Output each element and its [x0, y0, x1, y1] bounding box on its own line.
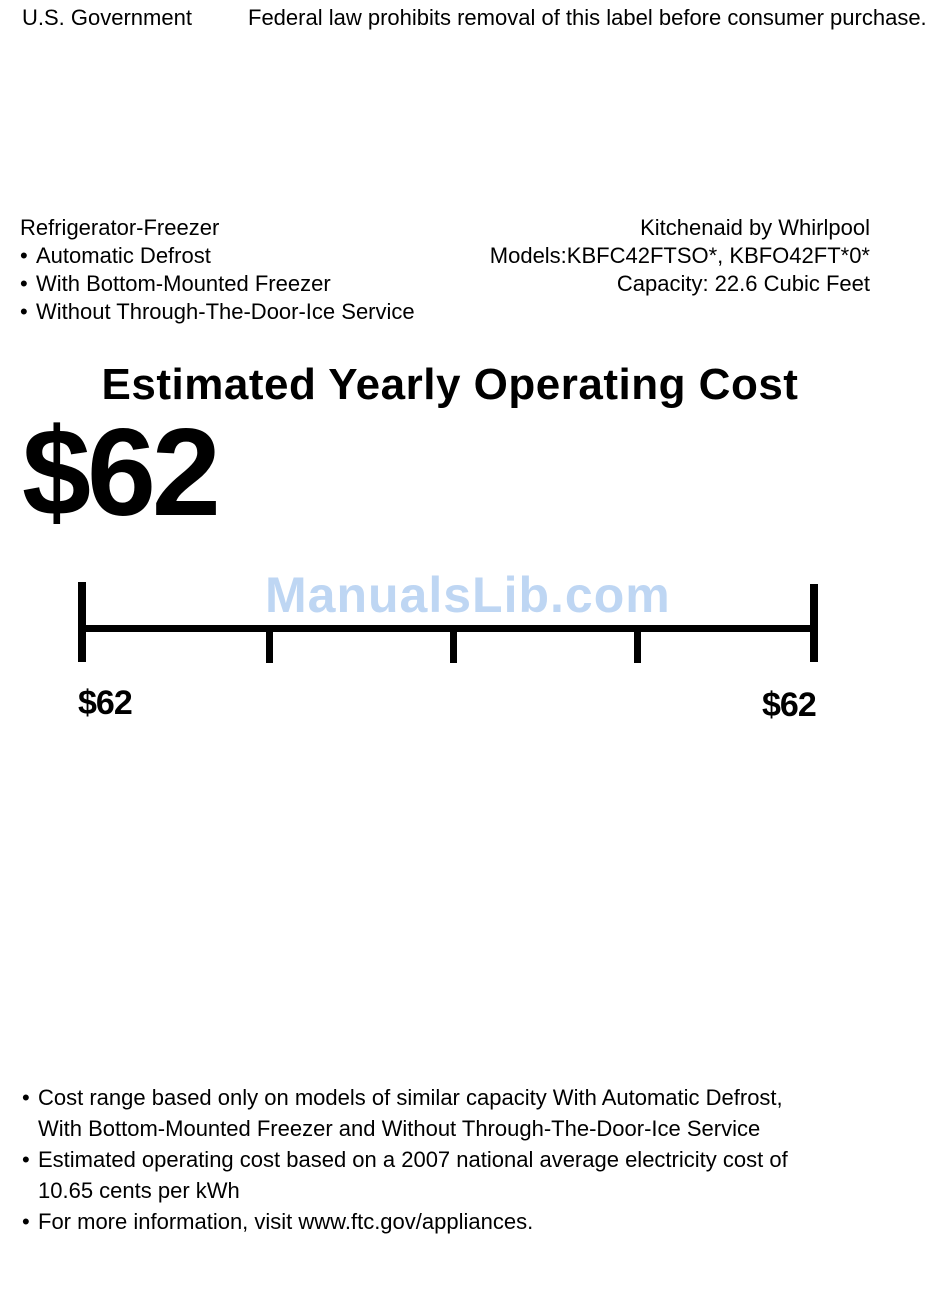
footnote-line: • For more information, visit www.ftc.gov/appliances. — [38, 1209, 534, 1234]
scale-bar — [80, 625, 816, 632]
feature-item: • Without Through-The-Door-Ice Service — [20, 298, 415, 326]
product-description — [20, 214, 415, 326]
feature-item: • Automatic Defrost — [20, 242, 415, 270]
header-agency: U.S. Government — [22, 5, 192, 30]
header-notice: Federal law prohibits removal of this label before consumer purchase. — [248, 5, 927, 30]
footnote — [22, 1206, 788, 1237]
range-low-label: $62 — [78, 684, 132, 722]
footnote-line: 10.65 cents per kWh — [38, 1178, 240, 1203]
scale-tick — [450, 628, 457, 663]
footnote-line: • Estimated operating cost based on a 2007 national average electricity cost of — [38, 1147, 788, 1172]
model-numbers: Models:KBFC42FTSO*, KBFO42FT*0* — [489, 243, 870, 268]
scale-tick — [266, 628, 273, 663]
footnote-line: With Bottom-Mounted Freezer and Without Through-The-Door-Ice Service — [38, 1116, 761, 1141]
footnote — [22, 1082, 788, 1144]
footnote — [22, 1144, 788, 1206]
footnote-line: • Cost range based only on models of similar capacity With Automatic Defrost, — [38, 1085, 783, 1110]
feature-item: • With Bottom-Mounted Freezer — [20, 270, 415, 298]
range-high-label: $62 — [762, 686, 816, 724]
product-type: Refrigerator-Freezer — [20, 215, 220, 240]
cost-heading: Estimated Yearly Operating Cost — [101, 360, 799, 409]
footnotes — [22, 1082, 788, 1237]
brand-name: Kitchenaid by Whirlpool — [640, 215, 870, 240]
scale-tick — [634, 628, 641, 663]
scale-end-left — [78, 582, 86, 662]
manufacturer-info — [490, 214, 870, 298]
watermark: ManualsLib.com — [265, 567, 671, 623]
cost-value: $62 — [22, 404, 217, 542]
capacity: Capacity: 22.6 Cubic Feet — [616, 271, 870, 296]
scale-end-right — [810, 584, 818, 662]
